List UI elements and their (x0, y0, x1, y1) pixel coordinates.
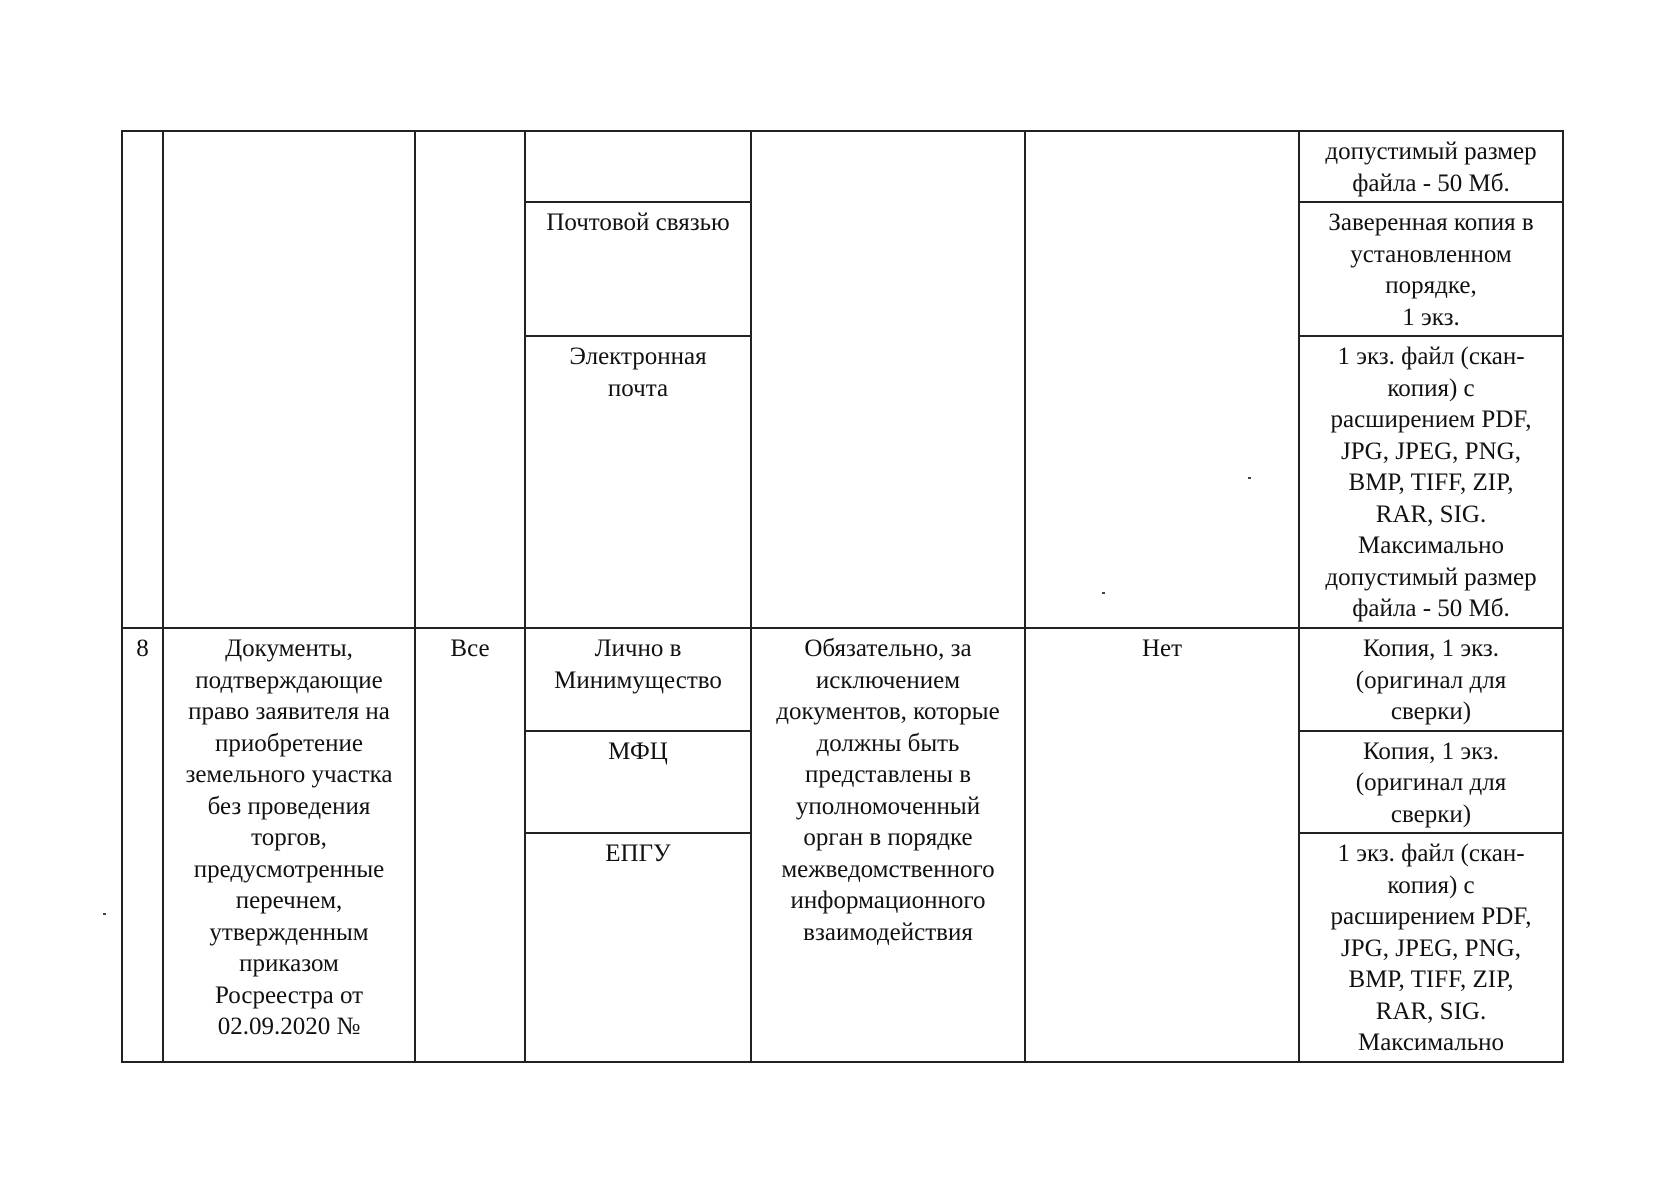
document-name-cell (163, 131, 415, 628)
document-format-cell: Копия, 1 экз. (оригинал для сверки) (1299, 628, 1563, 731)
document-format-cell: Заверенная копия в установленном порядке, 1 экз. (1299, 202, 1563, 336)
requirement-condition-cell: Обязательно, за исключением документов, которые должны быть представлены в уполномоченный орган в порядке межведомственного информационного взаимодействия (751, 628, 1025, 1062)
submission-method-cell: Электронная почта (525, 336, 751, 628)
row-number-cell: 8 (122, 628, 163, 1062)
applicant-category-cell (415, 131, 525, 628)
submission-method-cell: Почтовой связью (525, 202, 751, 336)
document-format-cell: допустимый размер файла - 50 Мб. (1299, 131, 1563, 202)
table-row (122, 131, 1563, 202)
submission-method-cell (525, 131, 751, 202)
row-number-cell (122, 131, 163, 628)
note-cell (1025, 131, 1299, 628)
submission-method-cell: ЕПГУ (525, 833, 751, 1062)
document-format-cell: 1 экз. файл (скан- копия) с расширением PDF, JPG, JPEG, PNG, BMP, TIFF, ZIP, RAR, SIG. Максимально (1299, 833, 1563, 1062)
scan-speck (1102, 592, 1105, 594)
document-table (121, 130, 1564, 1063)
document-format-cell: Копия, 1 экз. (оригинал для сверки) (1299, 731, 1563, 834)
scan-speck (103, 913, 106, 915)
applicant-category-cell: Все (415, 628, 525, 1062)
submission-method-cell: Лично в Минимущество (525, 628, 751, 731)
table-row (122, 628, 1563, 731)
document-format-cell: 1 экз. файл (скан- копия) с расширением PDF, JPG, JPEG, PNG, BMP, TIFF, ZIP, RAR, SIG. Максимально допустимый размер файла - 50 Мб. (1299, 336, 1563, 628)
document-name-cell: Документы, подтверждающие право заявителя на приобретение земельного участка без проведения торгов, предусмотренные перечнем, утвержденным приказом Росреестра от 02.09.2020 № (163, 628, 415, 1062)
requirement-condition-cell (751, 131, 1025, 628)
submission-method-cell: МФЦ (525, 731, 751, 834)
scan-speck (1248, 477, 1251, 479)
note-cell: Нет (1025, 628, 1299, 1062)
